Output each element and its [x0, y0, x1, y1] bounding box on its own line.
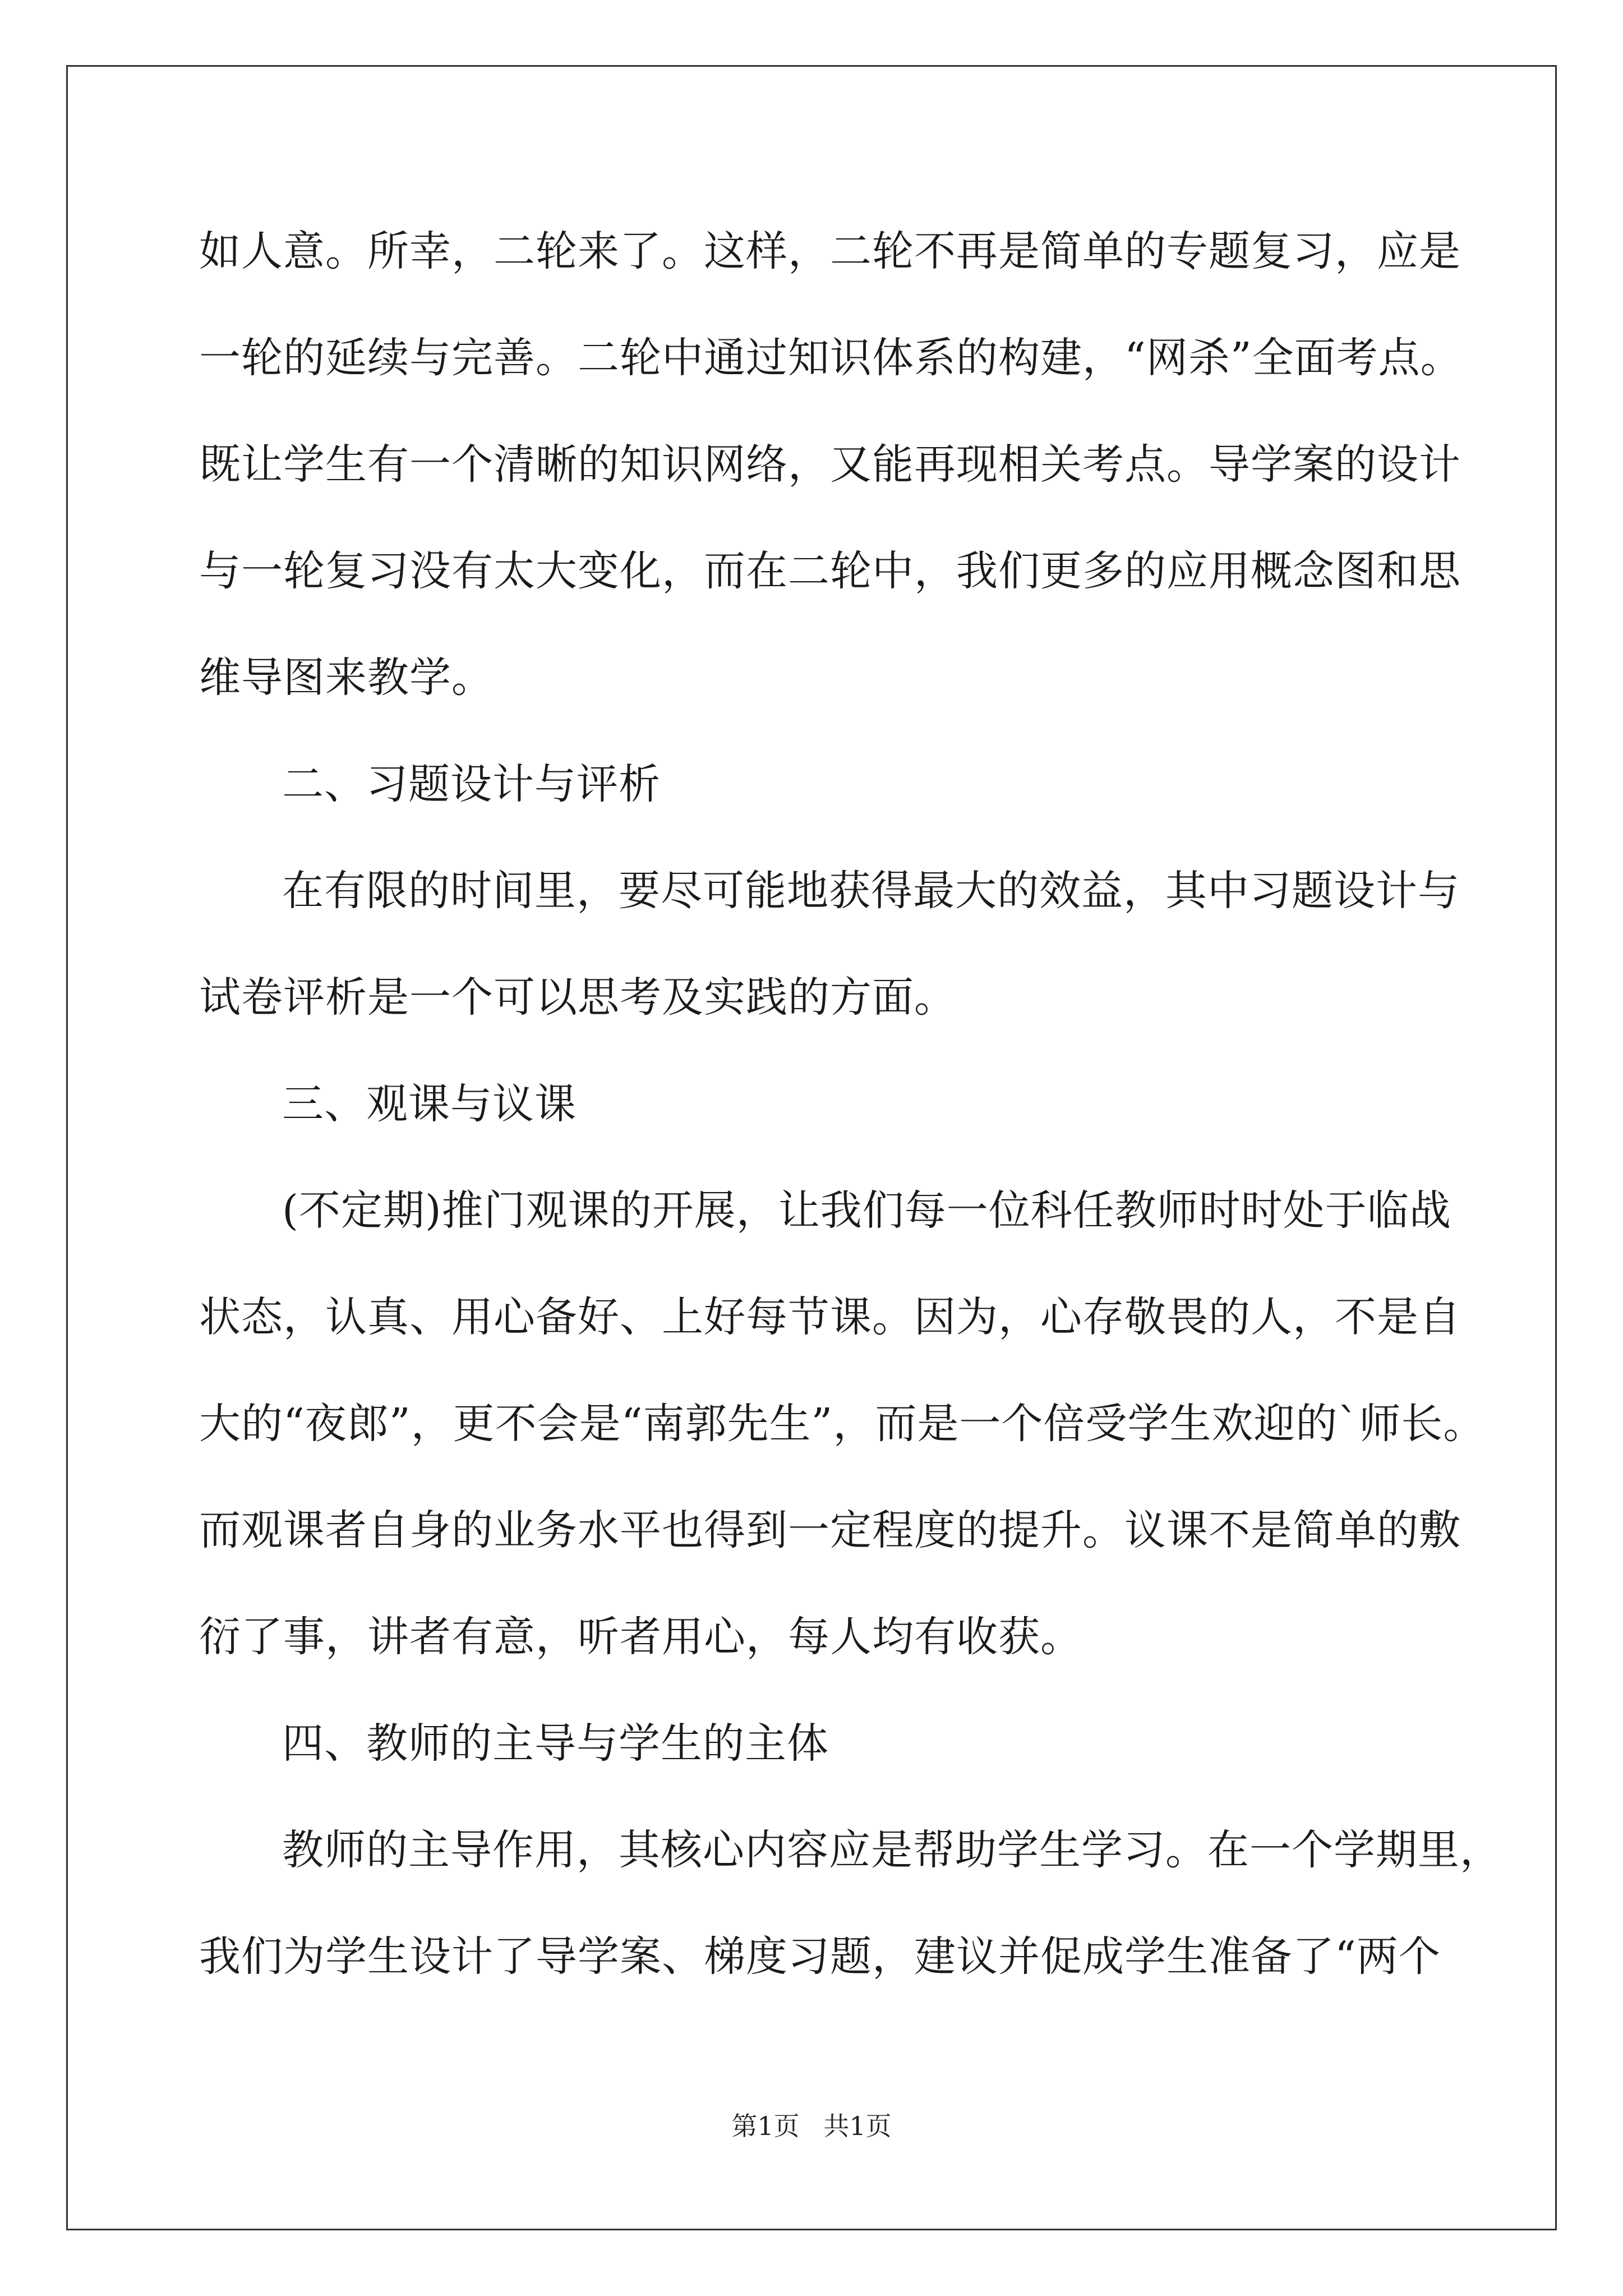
text-line: 与一轮复习没有太大变化，而在二轮中，我们更多的应用概念图和思 — [199, 547, 1461, 595]
text-line: 状态，认真、用心备好、上好每节课。因为，心存敬畏的人，不是自 — [199, 1293, 1461, 1341]
document-body — [199, 212, 1502, 2024]
text-line: 大的“夜郎”，更不会是“南郭先生”，而是一个倍受学生欢迎的`师长。 — [199, 1400, 1486, 1448]
text-line: 而观课者自身的业务水平也得到一定程度的提升。议课不是简单的敷 — [199, 1506, 1461, 1554]
text-line: 如人意。所幸，二轮来了。这样，二轮不再是简单的专题复习，应是 — [199, 227, 1461, 275]
text-line: (不定期)推门观课的开展，让我们每一位科任教师时时处于临战 — [282, 1186, 1451, 1235]
text-line: 我们为学生设计了导学案、梯度习题，建议并促成学生准备了“两个 — [199, 1932, 1441, 1981]
text-line: 在有限的时间里，要尽可能地获得最大的效益，其中习题设计与 — [282, 867, 1460, 915]
section-heading: 四、教师的主导与学生的主体 — [282, 1719, 829, 1768]
page-footer — [0, 2109, 1623, 2143]
text-line: 既让学生有一个清晰的知识网络，又能再现相关考点。导学案的设计 — [199, 440, 1461, 489]
page-total: 共1页 — [823, 2111, 892, 2141]
text-line: 衍了事，讲者有意，听者用心，每人均有收获。 — [199, 1613, 1082, 1661]
text-line: 维导图来教学。 — [199, 654, 494, 702]
text-line: 一轮的延续与完善。二轮中通过知识体系的构建，“网杀”全面考点。 — [199, 334, 1463, 382]
page-number: 第1页 — [731, 2111, 800, 2141]
text-line: 教师的主导作用，其核心内容应是帮助学生学习。在一个学期里， — [282, 1826, 1502, 1874]
section-heading: 二、习题设计与评析 — [282, 760, 661, 808]
text-line: 试卷评析是一个可以思考及实践的方面。 — [199, 973, 956, 1022]
section-heading: 三、观课与议课 — [282, 1080, 577, 1128]
